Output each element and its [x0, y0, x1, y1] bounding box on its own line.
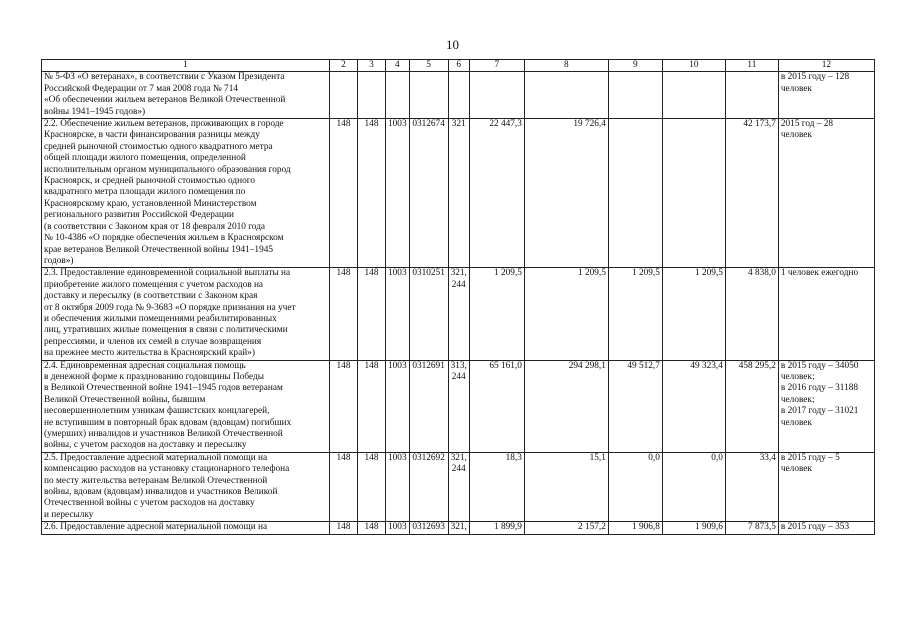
table-row — [42, 268, 875, 360]
ministry-code: 148 — [330, 360, 358, 452]
column-header: 7 — [469, 60, 524, 72]
text-line: квадратного метра площади жилого помещения по — [44, 187, 246, 198]
text-line: войны, с учетом расходов на доставку и пересылку — [44, 440, 247, 451]
ministry-code: 148 — [330, 119, 358, 268]
value-2015: 22 447,3 — [469, 119, 524, 268]
row-description — [42, 452, 330, 521]
text-line: средней рыночной стоимостью одного квадратного метра — [44, 141, 273, 152]
table-header-row — [42, 60, 875, 72]
text-line: в денежной форме к празднованию годовщины Победы — [44, 371, 264, 382]
row-description — [42, 360, 330, 452]
value-col10: 0,0 — [662, 452, 725, 521]
page-number: 10 — [446, 37, 459, 52]
column-header: 9 — [608, 60, 662, 72]
value-2015 — [469, 72, 524, 119]
text-line: человек — [780, 83, 812, 94]
text-line: 2.6. Предоставление адресной материальной помощи на — [44, 522, 268, 533]
value-total — [725, 72, 778, 119]
expense-type-code: 313, 244 — [448, 360, 469, 452]
text-line: регионального развития Российской Федерации — [44, 210, 234, 221]
text-line: 2015 год – 28 — [780, 119, 834, 130]
text-line: общей площади жилого помещения, определенной — [44, 153, 246, 164]
text-line: репрессиями, и членов их семей в случае возвращения — [44, 336, 262, 347]
row-description — [42, 72, 330, 119]
value-2017 — [608, 72, 662, 119]
text-line: 2.5. Предоставление адресной материальной помощи на — [44, 452, 268, 463]
text-line: войны, вдовам (вдовцам) инвалидов и участников Великой — [44, 487, 278, 498]
admin-code — [358, 72, 386, 119]
text-line: Красноярске, в части финансирования разницы между — [44, 130, 260, 141]
text-line: Отечественной войны с учетом расходов на доставку — [44, 498, 255, 509]
text-line: человек — [780, 464, 812, 475]
value-col10: 1 209,5 — [662, 268, 725, 360]
result-indicator — [778, 72, 874, 119]
value-col10: 49 323,4 — [662, 360, 725, 452]
value-2016: 1 209,5 — [524, 268, 608, 360]
result-indicator — [778, 522, 874, 534]
value-2015: 18,3 — [469, 452, 524, 521]
section-code: 1003 — [386, 452, 410, 521]
text-line: в 2015 году – 353 — [780, 522, 850, 533]
text-line: (умерших) инвалидов и участников Великой Отечественной — [44, 429, 283, 439]
section-code — [386, 72, 410, 119]
text-line: от 8 октября 2009 года № 9-3683 «О порядке признания на учет — [44, 302, 296, 313]
target-code — [409, 72, 448, 119]
column-header: 12 — [778, 60, 874, 72]
text-line: человек; — [780, 371, 815, 382]
value-2015: 65 161,0 — [469, 360, 524, 452]
admin-code: 148 — [358, 119, 386, 268]
ministry-code — [330, 72, 358, 119]
text-line: и обеспечения жилыми помещениями реабилитированных — [44, 313, 277, 324]
value-2015: 1 899,9 — [469, 522, 524, 534]
text-line: несовершеннолетним узникам фашистских концлагерей, — [44, 406, 270, 417]
value-2016: 19 726,4 — [524, 119, 608, 268]
section-code: 1003 — [386, 119, 410, 268]
column-header: 3 — [358, 60, 386, 72]
result-indicator — [778, 452, 874, 521]
target-code: 0312692 — [409, 452, 448, 521]
admin-code: 148 — [358, 522, 386, 534]
value-2016: 294 298,1 — [524, 360, 608, 452]
table-row — [42, 119, 875, 268]
section-code: 1003 — [386, 360, 410, 452]
text-line: приобретение жилого помещения с учетом расходов на — [44, 279, 264, 290]
value-col10 — [662, 119, 725, 268]
column-header: 6 — [448, 60, 469, 72]
row-description — [42, 268, 330, 360]
text-line: в 2015 году – 34050 — [780, 360, 859, 371]
text-line: в 2015 году – 5 — [780, 452, 840, 463]
text-line: человек — [780, 130, 812, 141]
value-total: 458 295,2 — [725, 360, 778, 452]
text-line: в 2015 году – 128 — [780, 72, 850, 83]
text-line: войны 1941–1945 годов») — [44, 106, 146, 117]
text-line: годов») — [44, 255, 74, 266]
value-2016: 2 157,2 — [524, 522, 608, 534]
text-line: Красноярскому краю, установленной Министерством — [44, 198, 257, 209]
value-2017: 0,0 — [608, 452, 662, 521]
table-row — [42, 452, 875, 521]
value-total: 42 173,7 — [725, 119, 778, 268]
text-line: 2.4. Единовременная адресная социальная помощь — [44, 360, 246, 371]
text-line: «Об обеспечении жильем ветеранов Великой Отечественной — [44, 95, 286, 106]
column-header: 1 — [42, 60, 330, 72]
column-header: 4 — [386, 60, 410, 72]
text-line: по месту жительства ветеранам Великой Отечественной — [44, 475, 268, 486]
target-code: 0312691 — [409, 360, 448, 452]
text-line: в Великой Отечественной войне 1941–1945 годов ветеранам — [44, 383, 283, 394]
value-2017: 49 512,7 — [608, 360, 662, 452]
text-line: в 2017 году – 31021 — [780, 406, 859, 417]
expense-type-code: 321 — [448, 119, 469, 268]
budget-table — [41, 59, 875, 535]
ministry-code: 148 — [330, 452, 358, 521]
value-col10 — [662, 72, 725, 119]
admin-code: 148 — [358, 452, 386, 521]
table-row — [42, 72, 875, 119]
text-line: и пересылку — [44, 509, 94, 520]
target-code: 0312693 — [409, 522, 448, 534]
result-indicator — [778, 268, 874, 360]
text-line: Красноярск, и средней рыночной стоимостью одного — [44, 176, 255, 187]
table-row — [42, 522, 875, 534]
text-line: крае ветеранов Великой Отечественной войны 1941–1945 — [44, 244, 274, 255]
value-2017: 1 906,8 — [608, 522, 662, 534]
row-description — [42, 522, 330, 534]
text-line: Великой Отечественной войны, бывшим — [44, 394, 206, 405]
ministry-code: 148 — [330, 522, 358, 534]
value-total: 4 838,0 — [725, 268, 778, 360]
value-2016: 15,1 — [524, 452, 608, 521]
text-line: доставку и пересылку (в соответствии с Законом края — [44, 291, 258, 302]
text-line: человек — [780, 417, 812, 428]
text-line: в 2016 году – 31188 — [780, 383, 859, 394]
text-line: исполнительным органом муниципального образования город — [44, 164, 291, 175]
section-code: 1003 — [386, 268, 410, 360]
value-2016 — [524, 72, 608, 119]
text-line: 2.3. Предоставление единовременной социальной выплаты на — [44, 268, 291, 279]
text-line: № 10-4386 «О порядке обеспечения жильем в Красноярском — [44, 233, 284, 244]
value-total: 33,4 — [725, 452, 778, 521]
target-code: 0310251 — [409, 268, 448, 360]
column-header: 10 — [662, 60, 725, 72]
value-2017: 1 209,5 — [608, 268, 662, 360]
ministry-code: 148 — [330, 268, 358, 360]
text-line: Российской Федерации от 7 мая 2008 года № 714 — [44, 83, 239, 94]
text-line: на прежнее место жительства в Красноярский край») — [44, 348, 255, 359]
section-code: 1003 — [386, 522, 410, 534]
admin-code: 148 — [358, 360, 386, 452]
text-line: компенсацию расходов на установку стационарного телефона — [44, 464, 290, 475]
result-indicator — [778, 119, 874, 268]
expense-type-code: 321, — [448, 522, 469, 534]
column-header: 5 — [409, 60, 448, 72]
value-total: 7 873,5 — [725, 522, 778, 534]
column-header: 2 — [330, 60, 358, 72]
text-line: № 5-ФЗ «О ветеранах», в соответствии с Указом Президента — [44, 72, 285, 83]
text-line: 2.2. Обеспечение жильем ветеранов, проживающих в городе — [44, 119, 284, 130]
expense-type-code — [448, 72, 469, 119]
expense-type-code: 321, 244 — [448, 268, 469, 360]
result-indicator — [778, 360, 874, 452]
text-line: не вступившим в повторный брак вдовам (вдовцам) погибших — [44, 417, 292, 428]
value-col10: 1 909,6 — [662, 522, 725, 534]
text-line: лиц, утративших жилые помещения в связи с политическими — [44, 325, 288, 336]
target-code: 0312674 — [409, 119, 448, 268]
admin-code: 148 — [358, 268, 386, 360]
value-2017 — [608, 119, 662, 268]
expense-type-code: 321, 244 — [448, 452, 469, 521]
text-line: человек; — [780, 394, 815, 405]
text-line: (в соответствии с Законом края от 18 февраля 2010 года — [44, 221, 266, 232]
value-2015: 1 209,5 — [469, 268, 524, 360]
text-line: 1 человек ежегодно — [780, 268, 859, 279]
row-description — [42, 119, 330, 268]
column-header: 11 — [725, 60, 778, 72]
table-row — [42, 360, 875, 452]
column-header: 8 — [524, 60, 608, 72]
